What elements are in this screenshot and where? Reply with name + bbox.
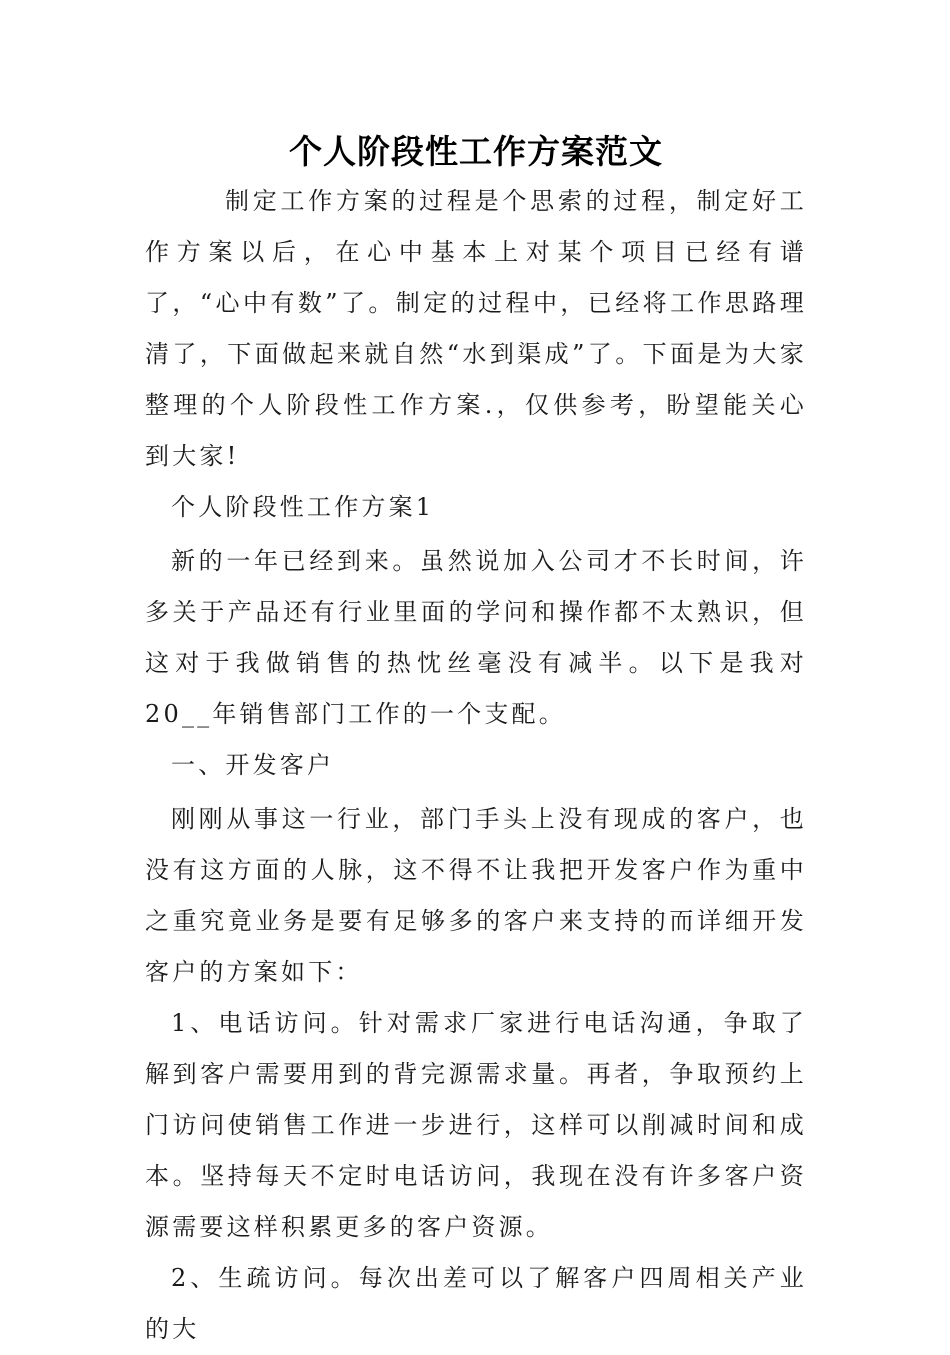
document-page xyxy=(145,118,807,1355)
paragraph-1: 新的一年已经到来。虽然说加入公司才不长时间，许多关于产品还有行业里面的学问和操作都不太熟识，但这对于我做销售的热忱丝毫没有减半。以下是我对20__年销售部门工作的一个支配。 xyxy=(145,546,807,728)
section-title: 个人阶段性工作方案1 xyxy=(171,492,435,521)
heading-develop-customers: 一、开发客户 xyxy=(171,750,335,779)
list-item-phone-visit: 1、电话访问。针对需求厂家进行电话沟通，争取了解到客户需要用到的背完源需求量。再者，争取预约上门访问使销售工作进一步进行，这样可以削减时间和成本。坚持每天不定时电话访问，我现在没有许多客户资源需要这样积累更多的客户资源。 xyxy=(145,1008,807,1241)
intro-paragraph: 制定工作方案的过程是个思索的过程，制定好工作方案以后，在心中基本上对某个项目已经有谱了，“心中有数”了。制定的过程中，已经将工作思路理清了，下面做起来就自然“水到渠成”了。下面是为大家整理的个人阶段性工作方案.，仅供参考，盼望能关心到大家! xyxy=(145,186,807,470)
document-title: 个人阶段性工作方案范文 xyxy=(289,132,663,171)
paragraph-2: 刚刚从事这一行业，部门手头上没有现成的客户，也没有这方面的人脉，这不得不让我把开发客户作为重中之重究竟业务是要有足够多的客户来支持的而详细开发客户的方案如下： xyxy=(145,804,807,986)
list-item-cold-visit: 2、生疏访问。每次出差可以了解客户四周相关产业的大 xyxy=(145,1263,807,1343)
